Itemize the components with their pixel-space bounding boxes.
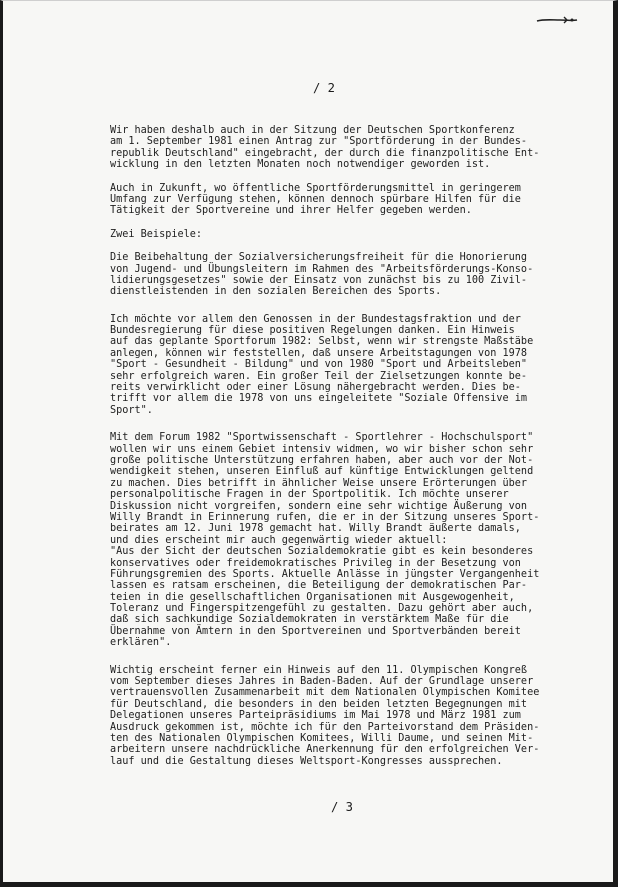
quote-line: "Aus der Sicht der deutschen Sozialdemokratie gibt es kein besonderes — [110, 546, 534, 558]
quote-line: lassen es ratsam erscheinen, die Beteiligung der demokratischen Par- — [110, 580, 528, 592]
text-line: Zwei Beispiele: — [110, 228, 203, 240]
text-line: vom September dieses Jahres in Baden-Baden. Auf der Grundlage unserer — [110, 676, 534, 688]
text-line: Umfang zur Verfügung stehen, können dennoch spürbare Hilfen für die — [110, 193, 521, 205]
paragraph-7 — [110, 665, 602, 768]
text-line: dienstleistenden in den sozialen Bereichen des Sports. — [110, 286, 442, 298]
paragraph-6 — [110, 432, 602, 648]
text-line: republik Deutschland" eingebracht, der durch die finanzpolitische Ent- — [110, 147, 540, 159]
text-line: von Jugend- und Übungsleitern im Rahmen des "Arbeitsförderungs-Konso- — [110, 263, 534, 275]
text-line: und dies erscheint mir auch gegenwärtig wieder aktuell: — [110, 534, 448, 546]
text-line: Delegationen unseres Parteipräsidiums im Mai 1978 und März 1981 zum — [110, 710, 521, 722]
text-line: Auch in Zukunft, wo öffentliche Sportförderungsmittel in geringerem — [110, 182, 521, 194]
text-line: Mit dem Forum 1982 "Sportwissenschaft - Sportlehrer - Hochschulsport" — [110, 432, 534, 444]
text-line: wendigkeit stehen, unseren Einfluß auf künftige Entwicklungen geltend — [110, 466, 534, 478]
text-line: für Deutschland, die besonders in den beiden letzten Begegnungen mit — [110, 698, 528, 710]
text-line: arbeitern unsere nachdrückliche Anerkennung für den erfolgreichen Ver- — [110, 744, 540, 756]
text-line: Die Beibehaltung der Sozialversicherungsfreiheit für die Honorierung — [110, 252, 528, 264]
text-line: Wir haben deshalb auch in der Sitzung der Deutschen Sportkonferenz — [110, 125, 515, 136]
quote-line: Übernahme von Ämtern in den Sportvereinen und Sportverbänden bereit — [110, 625, 521, 637]
text-line: ten des Nationalen Olympischen Komitees, Willi Daume, und seinen Mit- — [110, 732, 534, 744]
text-line: sehr erfolgreich waren. Ein großer Teil der Zielsetzungen konnte be- — [110, 370, 528, 382]
text-line: auf das geplante Sportforum 1982: Selbst, wenn wir strengste Maßstäbe — [110, 336, 534, 348]
text-line: Wichtig erscheint ferner ein Hinweis auf den 11. Olympischen Kongreß — [110, 664, 528, 676]
text-line: "Sport - Gesundheit - Bildung" und von 1980 "Sport und Arbeitsleben" — [110, 359, 528, 371]
text-line: Ich möchte vor allem den Genossen in der Bundestagsfraktion und der — [110, 313, 521, 325]
quote-line: erklären". — [110, 637, 172, 649]
text-line: Sport". — [110, 404, 153, 416]
text-line: zu machen. Dies betrifft in ähnlicher Weise unsere Erörterungen über — [110, 477, 528, 489]
paragraph-4 — [110, 252, 602, 298]
text-line: Tätigkeit der Sportvereine und ihrer Helfer gegeben werden. — [110, 205, 472, 217]
text-line: große politische Unterstützung erfahren haben, aber auch vor der Not- — [110, 454, 534, 466]
text-line: lidierungsgesetzes" sowie der Einsatz von zunächst bis zu 100 Zivil- — [110, 274, 528, 286]
document-body — [110, 125, 602, 767]
text-line: am 1. September 1981 einen Antrag zur "Sportförderung in der Bundes- — [110, 136, 528, 148]
text-line: beirates am 12. Juni 1978 gemacht hat. Willy Brandt äußerte damals, — [110, 523, 521, 535]
text-line: lauf und die Gestaltung dieses Weltsport-Kongresses aussprechen. — [110, 755, 503, 767]
paragraph-3 — [110, 229, 602, 240]
text-line: anlegen, können wir feststellen, daß unsere Arbeitstagungen von 1978 — [110, 347, 528, 359]
paragraph-1 — [110, 125, 602, 171]
text-line: Bundesregierung für diese positiven Regelungen danken. Ein Hinweis — [110, 325, 515, 337]
text-line: wollen wir uns einem Gebiet intensiv widmen, wo wir bisher schon sehr — [110, 443, 534, 455]
text-line: trifft vor allem die 1978 von uns eingeleitete "Soziale Offensive im — [110, 393, 528, 405]
page-number-bottom: / 3 — [331, 800, 354, 814]
paragraph-2 — [110, 183, 602, 217]
text-line: vertrauensvollen Zusammenarbeit mit dem Nationalen Olympischen Komitee — [110, 687, 540, 699]
quote-line: daß sich sachkundige Sozialdemokraten in verstärktem Maße für die — [110, 614, 509, 626]
quote-line: teien in die gesellschaftlichen Organisationen mit Ausgewogenheit, — [110, 591, 515, 603]
page-number-top: / 2 — [313, 81, 336, 95]
text-line: reits verwirklicht oder einer Lösung nähergebracht werden. Dies be- — [110, 382, 521, 394]
text-line: Ausdruck gekommen ist, möchte ich für den Parteivorstand dem Präsiden- — [110, 721, 540, 733]
quote-line: Toleranz und Fingerspitzengefühl zu gestalten. Dazu gehört aber auch, — [110, 603, 534, 615]
paragraph-5 — [110, 314, 602, 417]
text-line: personalpolitische Fragen in der Sportpolitik. Ich möchte unserer — [110, 489, 509, 501]
text-line: wicklung in den letzten Monaten noch notwendiger geworden ist. — [110, 159, 491, 171]
text-line: Willy Brandt in Erinnerung rufen, die er in der Sitzung unseres Sport- — [110, 511, 540, 523]
quote-line: Führungsgremien des Sports. Aktuelle Anlässe in jüngster Vergangenheit — [110, 568, 540, 580]
text-line: Diskussion nicht vorgreifen, sondern eine sehr wichtige Äußerung von — [110, 500, 528, 512]
ink-mark-icon — [536, 15, 578, 25]
quote-line: konservatives oder freidemokratisches Privileg in der Besetzung von — [110, 557, 521, 569]
